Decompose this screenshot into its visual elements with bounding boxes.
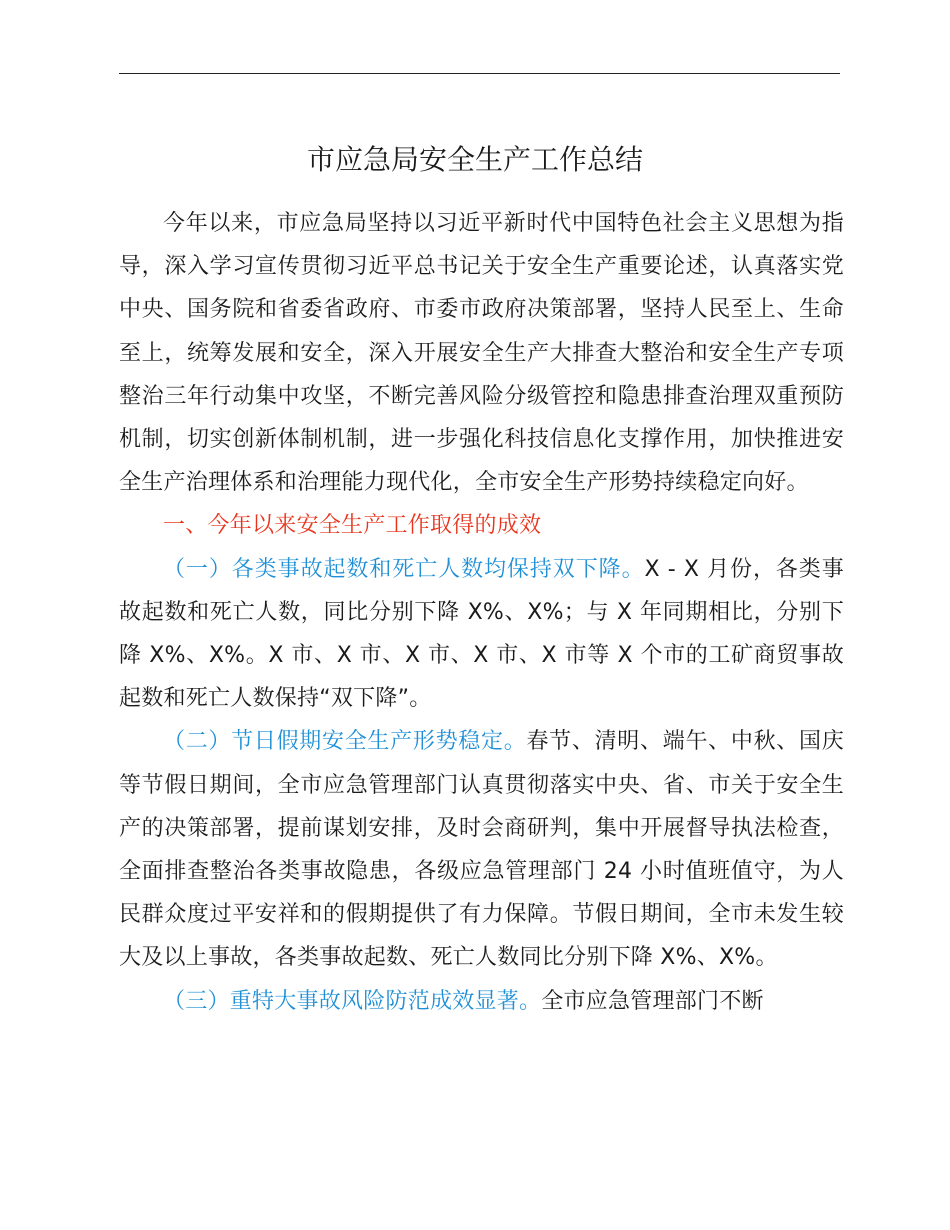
section-heading: 一、今年以来安全生产工作取得的成效 — [163, 513, 542, 539]
item-heading-2: （二）节日假期安全生产形势稳定。 — [163, 729, 527, 755]
intro-paragraph: 今年以来，市应急局坚持以习近平新时代中国特色社会主义思想为指导，深入学习宣传贯彻习近平总书记关于安全生产重要论述，认真落实党中央、国务院和省委省政府、市委市政府决策部署，坚持人民至上、生命至上，统筹发展和安全，深入开展安全生产大排查大整治和安全生产专项整治三年行动集中攻坚，不断完善风险分级管控和隐患排查治理双重预防机制，切实创新体制机制，进一步强化科技信息化支撑作用，加快推进安全生产治理体系和治理能力现代化，全市安全生产形势持续稳定向好。 — [119, 211, 844, 496]
item-text-3: 全市应急管理部门不断 — [541, 988, 764, 1014]
header-rule — [119, 73, 840, 74]
item-paragraph-1 — [119, 548, 844, 721]
item-heading-1: （一）各类事故起数和死亡人数均保持双下降。 — [163, 556, 645, 582]
document-body — [119, 202, 844, 1023]
item-text-1: X - X 月份，各类事故起数和死亡人数，同比分别下降 X%、X%；与 X 年同期相比，分别下降 X%、X%。X 市、X 市、X 市、X 市、X 市等 X 个市的工矿商贸事故起数和死亡人数保持“双下降”。 — [119, 556, 844, 712]
document-title: 市应急局安全生产工作总结 — [306, 143, 643, 176]
item-paragraph-2 — [119, 720, 844, 979]
item-text-2: 春节、清明、端午、中秋、国庆等节假日期间，全市应急管理部门认真贯彻落实中央、省、市关于安全生产的决策部署，提前谋划安排，及时会商研判，集中开展督导执法检查，全面排查整治各类事故隐患，各级应急管理部门 24 小时值班值守，为人民群众度过平安祥和的假期提供了有力保障。节假日期间，全市未发生较大及以上事故，各类事故起数、死亡人数同比分别下降 X%、X%。 — [119, 729, 844, 971]
item-heading-3: （三）重特大事故风险防范成效显著。 — [163, 988, 542, 1014]
item-paragraph-3 — [119, 980, 844, 1023]
